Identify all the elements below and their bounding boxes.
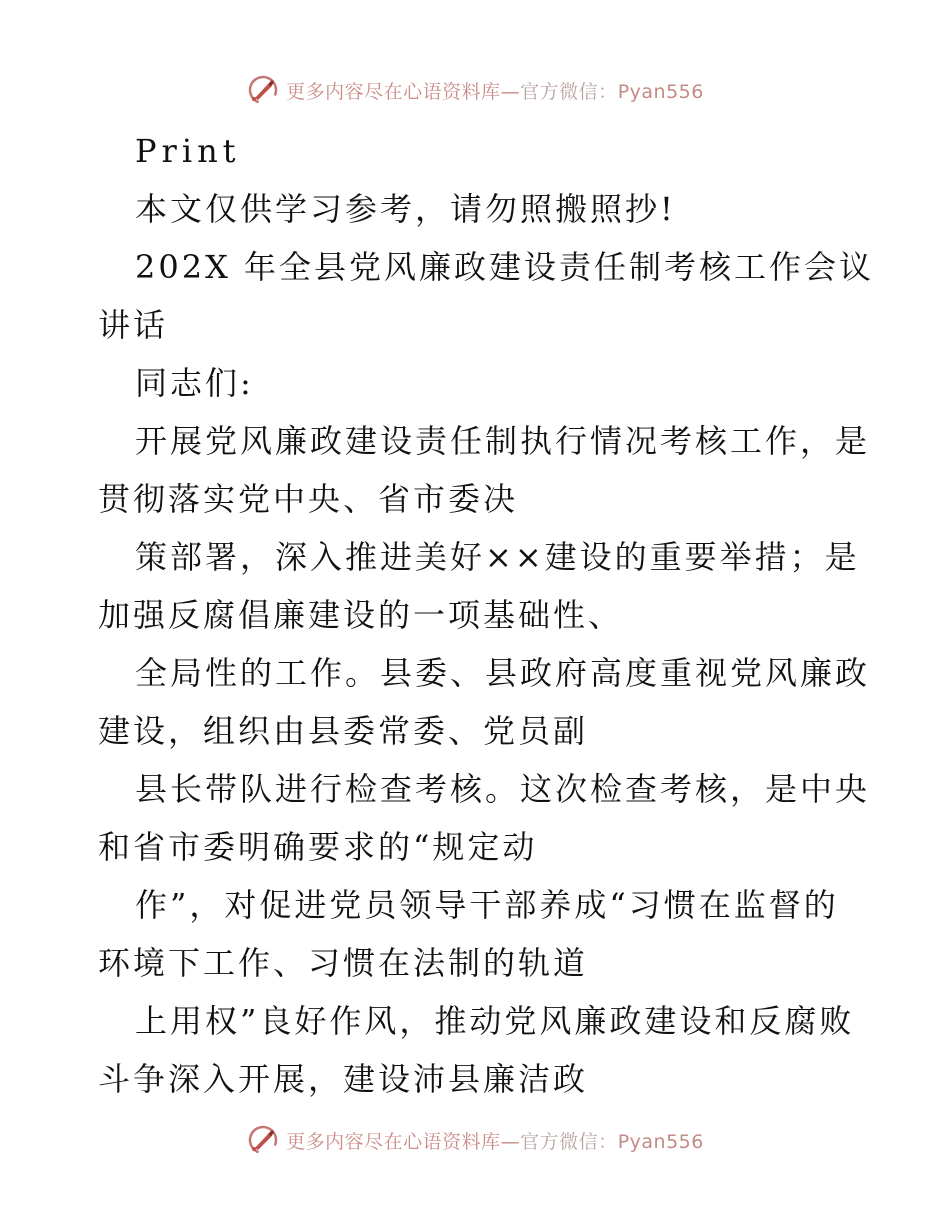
- watermark-handle: Pyan556: [617, 80, 704, 103]
- document-title: 202X 年全县党风廉政建设责任制考核工作会议: [135, 248, 875, 286]
- footer-watermark: [0, 1120, 950, 1160]
- watermark-text: [286, 1127, 704, 1154]
- watermark-brand: 更多内容尽在心语资料库: [286, 1130, 501, 1153]
- salutation: 同志们:: [135, 364, 254, 402]
- paragraph-line: 作”，对促进党员领导干部养成“习惯在监督的: [135, 886, 839, 924]
- paragraph-line: 上用权”良好作风，推动党风廉政建设和反腐败: [135, 1002, 855, 1040]
- paragraph-line: 开展党风廉政建设责任制执行情况考核工作，是: [135, 422, 871, 460]
- watermark-separator: —: [500, 80, 521, 103]
- document-body: [98, 122, 875, 1108]
- paragraph-line: 策部署，深入推进美好××建设的重要举措；是: [135, 538, 860, 576]
- disclaimer-line: 本文仅供学习参考，请勿照搬照抄!: [135, 190, 676, 228]
- pen-logo-icon: [246, 1123, 280, 1157]
- watermark-text: [286, 77, 704, 104]
- paragraph-line: 县长带队进行检查考核。这次检查考核，是中央: [135, 770, 871, 808]
- paragraph-line: 建设，组织由县委常委、党员副: [98, 712, 589, 750]
- paragraph-line: 环境下工作、习惯在法制的轨道: [98, 944, 589, 982]
- watermark-separator: —: [500, 1130, 521, 1153]
- watermark-label: 官方微信：: [520, 80, 618, 103]
- watermark-brand: 更多内容尽在心语资料库: [286, 80, 501, 103]
- paragraph-line: 和省市委明确要求的“规定动: [98, 828, 538, 866]
- watermark-handle: Pyan556: [617, 1130, 704, 1153]
- paragraph-line: 斗争深入开展，建设沛县廉洁政: [98, 1060, 589, 1098]
- paragraph-line: 贯彻落实党中央、省市委决: [98, 480, 519, 518]
- document-title-continued: 讲话: [98, 306, 169, 344]
- paragraph-line: 全局性的工作。县委、县政府高度重视党风廉政: [135, 654, 871, 692]
- watermark-label: 官方微信：: [520, 1130, 618, 1153]
- print-label: Print: [135, 132, 241, 170]
- paragraph-line: 加强反腐倡廉建设的一项基础性、: [98, 596, 624, 634]
- pen-logo-icon: [246, 73, 280, 107]
- header-watermark: [0, 70, 950, 110]
